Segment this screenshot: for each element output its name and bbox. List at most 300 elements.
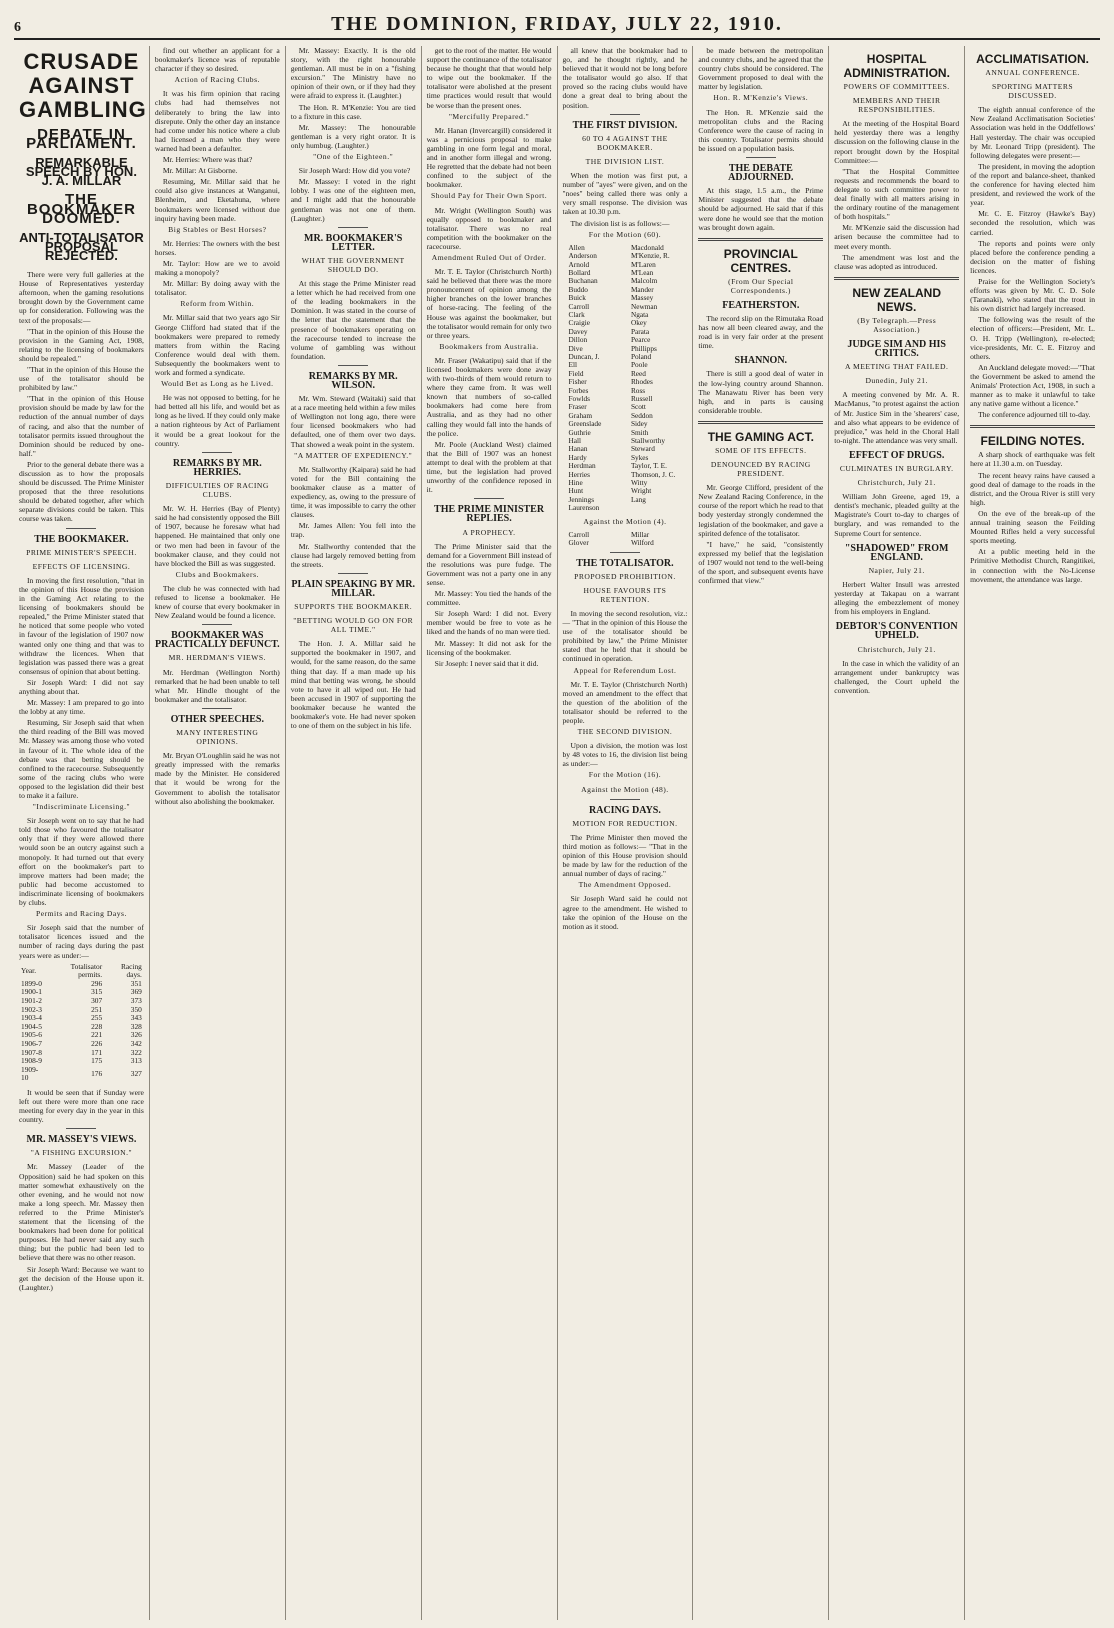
table-cell: 176	[91, 1069, 103, 1079]
paragraph: Sir Joseph Ward: Because we want to get the decision of the House upon it. (Laughter.)	[19, 1264, 144, 1292]
list-item: Herdman	[568, 461, 596, 471]
paragraph: Mr. Herries: Where was that?	[162, 155, 253, 165]
section-subheading: "Mercifully Prepared."	[448, 111, 530, 121]
paragraph: Mr. Fraser (Wakatipu) said that if the licensed bookmakers were done away with two-thirds of them would return to where they came from. It was well known that numbers of so-called bookmakers had come here from Australia, and as they had no other calling they would fall into the hands of the police.	[426, 355, 552, 438]
division-list-against	[563, 531, 688, 548]
section-subheading: PROPOSED PROHIBITION.	[574, 571, 676, 581]
permits-table	[19, 963, 144, 1083]
double-divider	[834, 277, 959, 280]
paragraph: The Hon. J. A. Millar said he supported the bookmaker in 1907, and would, for the same reason, do the same thing that day. If a man made up his mind that betting was wrong, he should vote to have it all wiped out. He had been accused in 1907 of supporting the bookmaker because he wanted the bookmaker's vote. He had never spoken to one of them on the subject in his life.	[290, 639, 416, 731]
section-heading: JUDGE SIM AND HIS CRITICS.	[847, 338, 946, 360]
list-item: Mander	[630, 284, 654, 294]
paragraph: On the eve of the break-up of the annual training season the Feilding Mounted Rifles held a very successful sports meeting.	[970, 508, 1095, 546]
section-subheading: "One of the Eighteen."	[313, 152, 394, 162]
table-cell: 373	[130, 995, 142, 1005]
section-subheading: Hon. R. M'Kenzie's Views.	[713, 93, 809, 103]
list-item: Fowlds	[568, 394, 590, 403]
list-item: Guthrie	[568, 427, 591, 437]
paragraph: Mr. C. E. Fitzroy (Hawke's Bay) seconded the resolution, which was carried.	[970, 209, 1095, 237]
paragraph: Praise for the Wellington Society's efforts was given by Mr. C. D. Sole (Taranaki), who stated that the trout in his own district had largely increased.	[970, 276, 1095, 314]
paragraph: "That in the opinion of this House the provision in the Gaming Act, 1908, relating to the licensing of bookmakers should be repealed."	[19, 326, 144, 363]
list-item: Steward	[630, 444, 655, 454]
paragraph: At a public meeting held in the Primitive Methodist Church, Rangitikei, in connection with the No-License movement, the attendance was large.	[970, 547, 1095, 584]
section-subheading: Bookmakers from Australia.	[439, 341, 539, 351]
division-list-for	[563, 244, 688, 513]
section-subheading: MEMBERS AND THEIR RESPONSIBILITIES.	[852, 96, 941, 115]
paragraph: An Auckland delegate moved:—"That the Government be asked to amend the Animals' Protection Act, 1908, in such a manner as to make it unlawful to take any native game without a licence."	[970, 362, 1095, 409]
double-divider	[970, 425, 1095, 428]
section-subheading: A PROPHECY.	[462, 527, 516, 537]
page-number: 6	[14, 20, 21, 35]
paragraph: Mr. Herries: The owners with the best horses.	[154, 238, 280, 257]
headline-debate: DEBATE IN PARLIAMENT.	[26, 126, 137, 153]
paragraph: "That the Hospital Committee requests and recommends the board to delegate to such committee power to deal finally with all matters arising in the ordinary routine of the management of both hospitals."	[834, 166, 960, 222]
column-2	[150, 46, 286, 1620]
list-item: Parata	[630, 326, 650, 336]
list-item: Stallworthy	[630, 436, 665, 446]
paragraph: get to the root of the matter. He would support the continuance of the totalisator because he thought that that would help to wipe out the bookmaker. If the totalisator were abolished at the present time practices would result that would be worse than the present ones.	[426, 46, 552, 110]
table-cell: 1901-2	[21, 995, 42, 1005]
paragraph: Mr. Poole (Auckland West) claimed that the Bill of 1907 was an honest attempt to deal with the problem at that time, but the legislation had proved unworthy of the confidence reposed in it.	[426, 439, 552, 495]
section-heading: OTHER SPEECHES.	[170, 713, 264, 725]
paragraph: The following was the result of the election of officers:—President, Mr. L. O. H. Tripp (Wellington), re-elected; vice-presidents, Mr. C. E. Fitzroy and others.	[970, 315, 1095, 361]
table-cell: 171	[91, 1047, 103, 1057]
section-heading: RACING DAYS.	[589, 804, 661, 816]
division-against-heading: Against the Motion (48).	[581, 784, 669, 794]
paragraph: The recent heavy rains have caused a good deal of damage to the roads in the district, and the Oroua River is still very high.	[970, 470, 1095, 507]
dateline: Dunedin, July 21.	[865, 376, 928, 386]
paragraph: Mr. Massey: Exactly. It is the old story, with the right honourable gentleman. All must be in on a "fishing excursion." The Ministry have no opinion of their own, or if they had they were afraid to express it. (Laughter.)	[290, 46, 416, 101]
columns	[14, 46, 1100, 1620]
divider	[202, 708, 232, 709]
paragraph: "I have," he said, "consistently expressed my belief that the legislation of 1907 would not tend to the well-being of the sport, and subsequent events have confirmed that view."	[698, 539, 824, 586]
section-subheading: Would Bet as Long as he Lived.	[161, 379, 274, 389]
paragraph: Mr. T. E. Taylor (Christchurch North) said he believed that there was the more pronouncement of opinion among the higher branches on the lower branches of horse-racing. The feeling of the House was against the bookmaker, but the totalisator would remain for only two or three years.	[426, 267, 552, 340]
paragraph: It would be seen that if Sunday were left out there were more than one race meeting for every day in the year in this country.	[19, 1087, 144, 1125]
paragraph: Sir Joseph said that the number of totalisator licences issued and the number of racing days during the past years were as under:—	[19, 923, 144, 960]
list-item: Ngata	[630, 309, 649, 319]
list-item: Hine	[568, 478, 583, 488]
section-heading: BOOKMAKER WAS PRACTICALLY DEFUNCT.	[154, 630, 280, 651]
list-item: Jennings	[568, 494, 595, 504]
section-subheading: CULMINATES IN BURGLARY.	[839, 464, 954, 473]
section-subheading: WHAT THE GOVERNMENT SHOULD DO.	[301, 255, 405, 274]
list-item: Lang	[630, 494, 646, 504]
table-cell: 1903-4	[21, 1013, 42, 1023]
paragraph: Mr. Massey (Leader of the Opposition) said he had spoken on this matter somewhat exhaustively on the other evening, and he would not now make a long speech. Mr. Massey then referred to the Prime Minister's statement that the licensing of the bookmakers had been done for political purposes. He had never said any such thing; but the public had been led to believe that there was no other reason.	[19, 1162, 144, 1263]
section-subheading: PRIME MINISTER'S SPEECH.	[26, 547, 137, 557]
list-item: Craigie	[568, 318, 590, 328]
dateline: Christchurch, July 21.	[857, 644, 936, 654]
section-subheading: ANNUAL CONFERENCE.	[985, 68, 1080, 77]
list-item: Anderson	[568, 251, 597, 261]
paragraph: There were very full galleries at the House of Representatives yesterday afternoon, when the gaming resolutions brought down by the Government came up for consideration. Following was the text of the proposals:—	[19, 270, 144, 325]
list-item: Macdonald	[630, 242, 664, 252]
paragraph: find out whether an applicant for a bookmaker's licence was of reputable character if they so desired.	[154, 46, 280, 74]
paragraph: The conference adjourned till to-day.	[978, 410, 1091, 420]
paragraph: The record slip on the Rimutaka Road has now all been cleared away, and the road is in very fair order at the present time.	[698, 313, 824, 351]
paragraph: Sir Joseph Ward said he could not agree to the amendment. He wished to take the opinion of the House on the motion as it stood.	[562, 894, 688, 931]
list-item: Hanan	[568, 444, 588, 454]
table-cell: 328	[130, 1021, 142, 1031]
table-cell: 307	[91, 995, 103, 1005]
section-banner: ACCLIMATISATION.	[976, 52, 1089, 66]
list-item: Smith	[630, 427, 649, 437]
table-header-row	[19, 963, 144, 980]
table-cell: 313	[130, 1056, 142, 1066]
list-item: Wright	[630, 486, 652, 496]
list-item: Dive	[568, 343, 583, 353]
divider	[746, 157, 776, 158]
paragraph: Upon a division, the motion was lost by 48 votes to 16, the division list being as under:—	[562, 741, 688, 769]
paragraph: Sir Joseph Ward: I did not say anything about that.	[19, 677, 144, 696]
divider	[338, 365, 368, 366]
paragraph: When the motion was first put, a number of "ayes" were given, and on the "noes" being called there was only a very small response. The division was taken at 10.30 p.m.	[562, 171, 688, 217]
section-heading: "SHADOWED" FROM ENGLAND.	[844, 542, 949, 563]
list-item: Poland	[630, 351, 652, 361]
column-4	[422, 46, 558, 1620]
list-item: Scott	[630, 402, 646, 412]
headline-anti-totalisator: ANTI-TOTALISATOR PROPOSAL REJECTED.	[19, 229, 144, 263]
double-divider	[698, 238, 823, 241]
list-item: M'Lean	[630, 267, 654, 277]
table-cell: 1899-0	[21, 978, 42, 988]
section-subheading: MR. HERDMAN'S VIEWS.	[168, 653, 266, 663]
paragraph: "That in the opinion of this House the use of the totalisator should be prohibited by law."	[19, 364, 144, 393]
list-item: Clark	[568, 309, 585, 319]
paragraph: The president, in moving the adoption of the report and balance-sheet, thanked the conference for having elected him president, and reviewed the work of the year.	[970, 161, 1095, 208]
masthead	[14, 10, 1100, 40]
table-cell: 226	[91, 1038, 103, 1048]
paragraph: The Prime Minister then moved the third motion as follows:— "That in the opinion of this House provision should be made by law for the reduction of the annual number of days of racing."	[562, 832, 688, 879]
paragraph: The Hon. R. M'Kenzie said the metropolitan clubs and the Racing Conference were the cause of racing in this country. Totalisator permits should be issued on a population basis.	[698, 107, 824, 153]
section-heading: MR. BOOKMAKER'S LETTER.	[304, 232, 403, 253]
section-subheading: EFFECTS OF LICENSING.	[32, 561, 131, 571]
paragraph: At this stage the Prime Minister read a letter which he had received from one of the leading bookmakers in the Dominion. It was stated in the course of the letter that the statement that the presence of bookmakers operating on the racecourse tended to increase the volume of gambling was without foundation.	[290, 279, 416, 361]
list-item: Reed	[630, 368, 646, 378]
section-heading: DEBTOR'S CONVENTION UPHELD.	[835, 621, 958, 642]
section-heading: THE TOTALISATOR.	[576, 557, 674, 569]
paragraph: In moving the second resolution, viz.:— "That in the opinion of this House the use of the totalisator should be prohibited by law," the Prime Minister stated that he held that it should be continued in operation.	[562, 608, 688, 664]
table-cell: 1908-9	[21, 1056, 42, 1066]
table-cell: 251	[91, 1004, 103, 1014]
paragraph: Mr. Wright (Wellington South) was equally opposed to bookmaker and totalisator. There was no real competition with the bookmaker on the racecourse.	[426, 205, 552, 251]
table-cell: 296	[91, 978, 103, 988]
paragraph: Resuming, Mr. Millar said that he could also give instances at Wanganui, Blenheim, and Eketahuna, where bookmakers were licensed without due inquiry having been made.	[154, 177, 280, 223]
paragraph: Mr. Taylor: How are we to avoid making a monopoly?	[154, 258, 280, 278]
paragraph: A sharp shock of earthquake was felt here at 11.30 a.m. on Tuesday.	[970, 450, 1095, 469]
section-heading: THE DEBATE ADJOURNED.	[728, 163, 794, 184]
section-heading: REMARKS BY MR. WILSON.	[308, 370, 398, 391]
paragraph: The Hon. R. M'Kenzie: You are tied to a fixture in this case.	[290, 102, 416, 121]
paragraph: Sir Joseph Ward: I did not. Every member would be free to vote as he liked and the hands of no man were tied.	[426, 609, 552, 637]
table-cell: 350	[130, 1004, 142, 1014]
list-item: Wilford	[630, 538, 654, 548]
list-item: Hunt	[568, 486, 584, 496]
list-item: Fraser	[568, 402, 587, 412]
list-item: Malcolm	[630, 276, 658, 286]
section-subheading: DIFFICULTIES OF RACING CLUBS.	[165, 480, 269, 500]
table-header-cell: Totalisator permits.	[70, 961, 103, 980]
section-heading: EFFECT OF DRUGS.	[849, 449, 945, 461]
paragraph: The amendment was lost and the clause was adopted as introduced.	[834, 252, 960, 271]
table-header-cell: Racing days.	[120, 961, 142, 980]
section-subheading: (By Telegraph.—Press Association.)	[857, 315, 937, 334]
dateline: Christchurch, July 21.	[857, 478, 936, 488]
list-item: Witty	[630, 478, 648, 488]
paragraph: Herbert Walter Insull was arrested yesterday at Takapau on a warrant alleging the embezzlement of money from his employers in England.	[834, 579, 960, 617]
divider	[66, 1128, 96, 1129]
paragraph: Sir Joseph went on to say that he had told those who favoured the totalisator only that if they were allowed there would soon be an outcry against such a monopoly. It had turned out that every effort on the bookmaker's part to improve matters had been made; the public had become accustomed to indiscriminate licensing of bookmakers by clubs.	[19, 816, 144, 908]
section-heading: THE FIRST DIVISION.	[572, 119, 678, 131]
headline-crusade: CRUSADE AGAINST GAMBLING	[19, 49, 147, 122]
paragraph: The division list is as follows:—	[570, 218, 670, 228]
section-heading: FEATHERSTON.	[722, 299, 800, 311]
section-subheading: Permits and Racing Days.	[35, 909, 127, 919]
paragraph: Mr. W. H. Herries (Bay of Plenty) said he had consistently opposed the Bill of 1907, because he foresaw what had happened. He maintained that only one or two men had been in favour of the bookmaker clause, and they could not have blocked the Bill as was suggested.	[154, 504, 280, 568]
table-cell: 1902-3	[21, 1004, 42, 1014]
table-cell: 327	[130, 1069, 142, 1079]
list-item: Thomson, J. C.	[630, 469, 676, 479]
list-item: Seddon	[630, 410, 653, 420]
section-subheading: The Amendment Opposed.	[578, 880, 672, 890]
table-cell: 342	[130, 1038, 142, 1048]
section-heading: THE BOOKMAKER.	[34, 533, 129, 545]
list-item: Millar	[630, 529, 650, 539]
section-subheading: "BETTING WOULD GO ON FOR ALL TIME."	[293, 616, 414, 635]
list-item: Ross	[630, 385, 646, 395]
paragraph: "That in the opinion of this House provision should be made by law for the reduction of the annual number of days of racing, and also that the number of totalisator permits issued throughout the Dominion should be reduced by one-half."	[19, 394, 144, 458]
section-subheading: MANY INTERESTING OPINIONS.	[176, 728, 259, 747]
list-item: Rhodes	[630, 377, 653, 387]
table-cell: 343	[130, 1013, 142, 1023]
section-heading: MR. MASSEY'S VIEWS.	[26, 1134, 137, 1146]
paragraph: It was his firm opinion that racing clubs had had themselves not deliberately to bring the law into disrepute. Only the other day an instance had come under his notice where a club had licensed a man who they were warned had been a defaulter.	[154, 89, 280, 153]
table-cell: 1909-10	[21, 1064, 39, 1083]
list-item: Field	[568, 368, 584, 378]
section-subheading: (From Our Special Correspondents.)	[728, 276, 794, 295]
section-subheading: "Indiscriminate Licensing."	[32, 802, 131, 812]
paragraph: Mr. Millar: By doing away with the totalisator.	[154, 279, 280, 298]
section-subheading: Amendment Ruled Out of Order.	[431, 252, 547, 262]
paragraph: At the meeting of the Hospital Board held yesterday there was a lengthy discussion on the following clause in the report brought down by the Hospital Committee:—	[834, 119, 960, 165]
section-subheading: 60 TO 4 AGAINST THE BOOKMAKER.	[582, 133, 668, 152]
list-item: M'Kenzie, R.	[630, 251, 670, 261]
table-cell: 228	[91, 1021, 103, 1031]
paragraph: Mr. Hanan (Invercargill) considered it was a pernicious proposal to make gambling in one form legal and moral, and in another form illegal and wrong. He regretted that the debate had not been confined to the subject of the bookmaker.	[426, 125, 552, 190]
paragraph: Mr. T. E. Taylor (Christchurch North) moved an amendment to the effect that the question of the abolition of the totalisator should be referred to the people.	[562, 679, 688, 725]
column-7	[829, 46, 965, 1620]
division-against-heading: Against the Motion (4).	[583, 516, 667, 526]
section-subheading: "A MATTER OF EXPEDIENCY."	[294, 450, 413, 460]
table-cell: 1905-6	[21, 1030, 42, 1040]
list-item: Forbes	[568, 385, 589, 395]
section-subheading: HOUSE FAVOURS ITS RETENTION.	[583, 585, 667, 604]
column-1	[14, 46, 150, 1620]
section-subheading: THE DIVISION LIST.	[585, 156, 665, 166]
section-subheading: A MEETING THAT FAILED.	[844, 362, 949, 372]
list-item: Russell	[630, 394, 653, 403]
list-item: Glover	[568, 538, 589, 548]
paragraph: Mr. George Clifford, president of the New Zealand Racing Conference, in the course of the report which he read to that body yesterday strongly condemned the legislation of the bookmaker, and gave a spirited defence of the totalisator.	[698, 483, 824, 538]
section-banner: HOSPITAL ADMINISTRATION.	[843, 52, 950, 80]
column-6	[693, 46, 829, 1620]
list-item: Taylor, T. E.	[630, 461, 667, 471]
paragraph: Mr. Stallworthy (Kaipara) said he had voted for the Bill containing the bookmaker clause as a matter of expediency, as, owing to the pressure of time, it was impossible to carry the other clauses.	[290, 464, 416, 520]
paragraph: A meeting convened by Mr. A. R. MacManus, "to protest against the action of Mr. Justice Sim in the 'shearers' case, and also what appears to be evidence of prejudice," was held in the Choral Hall to-night. The attendance was very small.	[834, 390, 960, 445]
list-item: Hardy	[568, 452, 587, 462]
paragraph: The reports and points were only placed before the conference pending a decision on the matter of fishing licences.	[970, 238, 1095, 275]
table-header-cell: Year.	[21, 965, 37, 975]
list-item: Newman	[630, 301, 658, 311]
list-item: Davey	[568, 326, 588, 336]
section-subheading: DENOUNCED BY RACING PRESIDENT.	[710, 460, 811, 479]
list-item: Dillon	[568, 335, 588, 345]
paragraph: The club he was connected with had refused to license a bookmaker. He knew of course that every bookmaker in New Zealand would be found a licence.	[154, 583, 280, 621]
table-cell: 1904-5	[21, 1021, 42, 1031]
table-cell: 326	[130, 1030, 142, 1040]
column-5	[558, 46, 694, 1620]
section-banner: THE GAMING ACT.	[707, 429, 814, 444]
table-cell: 1907-8	[21, 1047, 42, 1057]
list-item: Phillipps	[630, 343, 657, 353]
section-heading: PLAIN SPEAKING BY MR. MILLAR.	[291, 578, 415, 599]
divider	[610, 114, 640, 115]
section-heading: THE PRIME MINISTER REPLIES.	[434, 504, 545, 525]
table-cell: 255	[91, 1013, 103, 1023]
section-subheading: Action of Racing Clubs.	[174, 75, 260, 85]
paragraph: be made between the metropolitan and country clubs, and he agreed that the country clubs should be considered. The Government proposed to deal with the matter by legislation.	[698, 46, 824, 92]
list-item: Buick	[568, 293, 586, 303]
paragraph: Mr. Massey: It did not ask for the licensing of the bookmaker.	[426, 638, 552, 657]
list-item: Massey	[630, 293, 654, 303]
paragraph: Mr. Wm. Steward (Waitaki) said that at a race meeting held within a few miles of Wellington not long ago, there were four licensed bookmakers who had defaulted, one of them over two days. That showed a weak point in the system.	[290, 394, 416, 449]
list-item: Fisher	[568, 377, 587, 387]
paragraph: Mr. Bryan O'Loughlin said he was not greatly impressed with the remarks made by the Minister. He considered that it would be wrong for the Government to abolish the totalisator without also abolishing the bookmaker.	[154, 751, 280, 806]
paragraph: Mr. Herdman (Wellington North) remarked that he had been unable to tell what Mr. Hindle thought of the bookmaker and the totalisator.	[154, 667, 280, 704]
paragraph: William John Greene, aged 19, a dentist's mechanic, pleaded guilty at the Magistrate's Court to-day to charges of burglary, and was remanded to the Supreme Court for sentence.	[834, 492, 960, 538]
list-item: Graham	[568, 410, 593, 420]
list-item: M'Laren	[630, 259, 656, 269]
paragraph: Mr. Massey: You tied the hands of the committee.	[426, 589, 552, 608]
table-cell: 221	[91, 1030, 103, 1040]
list-item: Okey	[630, 318, 647, 328]
table-cell: 1906-7	[21, 1038, 42, 1048]
list-item: Pearce	[630, 335, 651, 345]
section-subheading: Should Pay for Their Own Sport.	[430, 191, 548, 201]
table-row	[19, 1066, 144, 1083]
list-item: Herries	[568, 469, 590, 479]
divider	[202, 624, 232, 625]
table-cell: 351	[130, 978, 142, 988]
list-item: Hall	[568, 436, 582, 446]
list-item: Arnold	[568, 259, 590, 269]
column-8	[965, 46, 1100, 1620]
section-heading: SHANNON.	[734, 355, 788, 367]
table-cell: 1900-1	[21, 987, 42, 997]
paragraph: Mr. James Allen: You fell into the trap.	[290, 521, 416, 540]
section-subheading: Clubs and Bookmakers.	[175, 569, 259, 579]
section-subheading: SOME OF ITS EFFECTS.	[715, 445, 807, 455]
paragraph: Resuming, Sir Joseph said that when the third reading of the Bill was moved Mr. Massey was among those who voted in favour of it. The whole idea of the debate was that betting should be confined to the racecourse. Subsequently some of the racing clubs who were opposed to the legislation did their best to make it a failure.	[19, 718, 144, 800]
section-subheading: MOTION FOR REDUCTION.	[572, 818, 678, 828]
table-cell: 175	[91, 1056, 103, 1066]
section-subheading: "A FISHING EXCURSION."	[30, 1148, 133, 1158]
section-subheading: SUPPORTS THE BOOKMAKER.	[294, 601, 413, 611]
paragraph: In the case in which the validity of an arrangement under bankruptcy was challenged, the Court upheld the convention.	[834, 658, 960, 695]
list-item: Greenslade	[568, 419, 602, 429]
divider	[202, 452, 232, 453]
section-heading: REMARKS BY MR. HERRIES.	[172, 457, 262, 478]
division-for-heading: For the Motion (16).	[588, 770, 662, 780]
list-item: Ell	[568, 360, 578, 370]
paragraph: Sir Joseph: I never said that it did.	[434, 658, 539, 668]
divider	[474, 498, 504, 499]
section-subheading: Big Stables or Best Horses?	[168, 224, 267, 234]
table-cell: 369	[130, 987, 142, 997]
section-subheading: POWERS OF COMMITTEES.	[843, 82, 950, 91]
section-subheading: SPORTING MATTERS DISCUSSED.	[991, 82, 1074, 101]
paragraph: The eighth annual conference of the New Zealand Acclimatisation Societies' Association was held in the Oddfellows' Hall yesterday. The chair was occupied by Mr. Leonard Tripp (president). The following delegates were present:—	[970, 105, 1095, 160]
paragraph: Mr. Massey: I voted in the right lobby. I was one of the eighteen men, and I might add that the honourable gentleman was not one of them. (Laughter.)	[290, 177, 416, 223]
column-3	[286, 46, 422, 1620]
table-cell: 322	[130, 1047, 142, 1057]
paragraph: In moving the first resolution, "that in the opinion of this House the provision in the Gaming Act relating to the licensing of bookmakers should be repealed," the Prime Minister stated that he noticed that some people who voted in favour of the legislation of 1907 now wanted only one thing and that was to withdraw the licences. When that legislation was passed there was a great consensus of opinion that about betting.	[19, 575, 144, 676]
paragraph: At this stage, 1.5 a.m., the Prime Minister suggested that the debate should be adjourned. He said that if this were done he would see that the motion was brought down again.	[698, 186, 824, 232]
paragraph: Sir Joseph Ward: How did you vote?	[298, 166, 411, 176]
headline-millar-speech: REMARKABLE SPEECH BY HON. J. A. MILLAR	[25, 155, 137, 189]
paragraph: Prior to the general debate there was a discussion as to how the proposals should be discussed. The Prime Minister proposed that the three resolutions should be debated together, after which separate divisions could be taken. This course was taken.	[19, 459, 144, 524]
paragraph: Mr. Massey: The honourable gentleman is a very right orator. It is only humbug. (Laughter.)	[290, 122, 416, 150]
list-item: Sykes	[630, 452, 649, 462]
headline-bookmaker-doomed: THE BOOKMAKER DOOMED.	[26, 191, 136, 227]
paragraph: Mr. Millar said that two years ago Sir George Clifford had stated that if the bookmakers were prepared to remedy matters from within the Racing Conference would deal with them. Subsequently the bookmakers went to work and formed a syndicate.	[154, 313, 280, 377]
division-for-heading: For the Motion (60).	[588, 229, 662, 239]
divider	[610, 552, 640, 553]
paragraph: Mr. Stallworthy contended that the clause had largely removed betting from the streets.	[290, 541, 416, 569]
list-item: Allen	[568, 242, 585, 252]
section-subheading: THE SECOND DIVISION.	[577, 727, 673, 737]
paragraph: all knew that the bookmaker had to go, and he thought rightly, and he believed that it would not be long before the totalisator would go also. If that proved so the racing clubs would have done a great deal to bring about the position.	[562, 46, 688, 110]
paragraph: Mr. Millar: At Gisborne.	[162, 166, 238, 176]
divider	[338, 573, 368, 574]
list-item: Buchanan	[568, 276, 598, 286]
divider	[338, 227, 368, 228]
section-subheading: Appeal for Referendum Lost.	[573, 665, 677, 675]
paragraph: Mr. Massey: I am prepared to go into the lobby at any time.	[19, 698, 144, 717]
table-cell: 315	[91, 987, 103, 997]
section-subheading: Reform from Within.	[180, 299, 255, 309]
list-item: Bollard	[568, 267, 591, 277]
dateline: Napier, July 21.	[868, 565, 925, 575]
masthead-title: THE DOMINION, FRIDAY, JULY 22, 1910.	[331, 13, 783, 35]
list-item: Carroll	[568, 301, 590, 311]
section-banner: NEW ZEALAND NEWS.	[852, 285, 942, 314]
divider	[66, 528, 96, 529]
paragraph: There is still a good deal of water in the low-lying country around Shannon. The Manawatu River has been very high, and in parts is causing considerable trouble.	[698, 369, 824, 415]
double-divider	[698, 421, 823, 424]
paragraph: Mr. M'Kenzie said the discussion had arisen because the committee had to meet every month.	[834, 223, 960, 251]
section-banner: FEILDING NOTES.	[980, 434, 1085, 449]
list-item: Buddo	[568, 284, 588, 294]
list-item: Poole	[630, 360, 648, 370]
divider	[610, 799, 640, 800]
paragraph: The Prime Minister said that the demand for a Government Bill instead of the resolutions was pure fudge. The Government was not a party one in any sense.	[426, 541, 552, 587]
list-item: Carroll	[568, 529, 590, 539]
paragraph: He was not opposed to betting, for he had betted all his life, and would bet as long as he lived. If they could only make a nation righteous by Act of Parliament it would be a great lookout for the country.	[154, 393, 280, 448]
list-item: Laurenson	[568, 503, 600, 513]
section-banner: PROVINCIAL CENTRES.	[723, 246, 798, 275]
